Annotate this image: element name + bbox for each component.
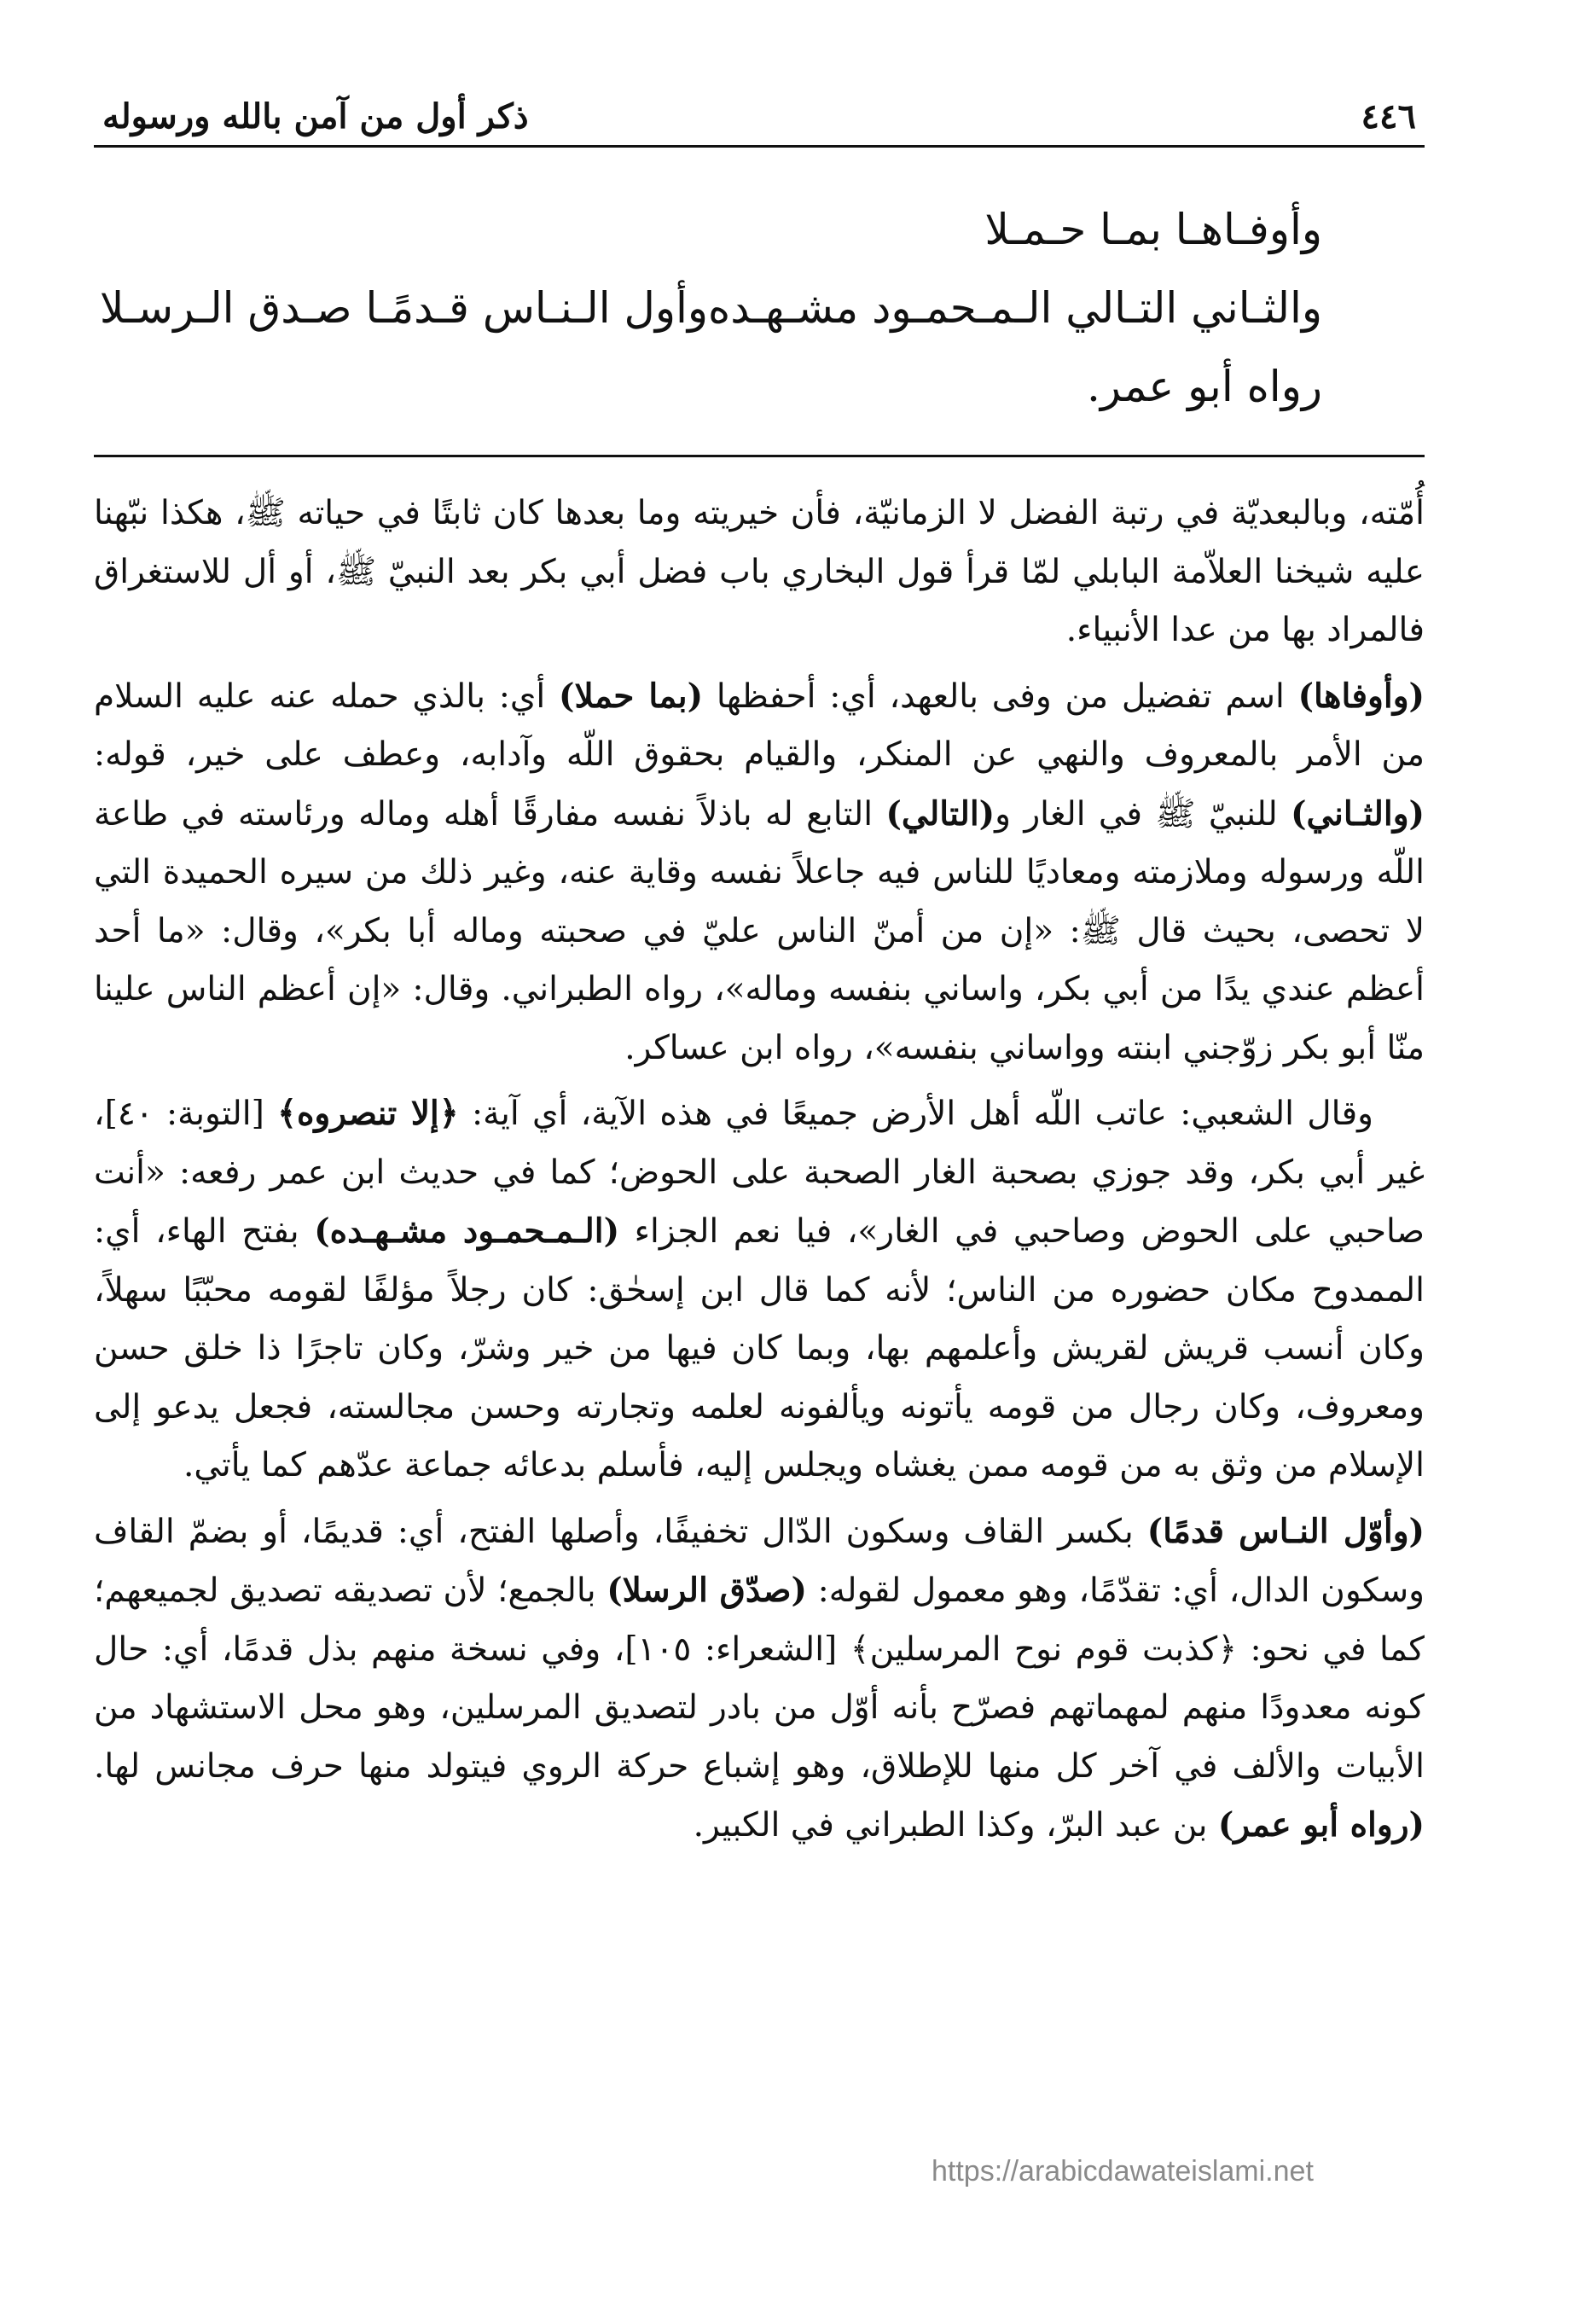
p2-keyword-2: (بما حملا) (559, 676, 704, 716)
source-watermark: https://arabicdawateislami.net (932, 2155, 1314, 2187)
page-header (94, 77, 1425, 148)
p4-keyword-3: (رواه أبو عمر) (1217, 1805, 1425, 1845)
p3-text-1: وقال الشعبي: عاتب اللّه أهل الأرض جميعًا في هذه الآية، أي آية: (458, 1095, 1373, 1133)
commentary-paragraph-1 (94, 485, 1425, 660)
p2-text-2: أي: بالذي حمله عنه عليه السلام من الأمر بالمعروف والنهي عن المنكر، والقيام بحقوق اللّه وآدابه، وعطف على خير، قوله: (94, 677, 1425, 774)
page-number: ٤٤٦ (1361, 96, 1416, 137)
p4-text-2: بالجمع؛ لأن تصديقه تصديق لجميعهم؛ كما في نحو: ﴿كذبت قوم نوح المرسلين﴾ [الشعراء: ١٠٥]، وفي نسخة منهم بذل قدمًا، أي: حال كونه معدودًا منهم لمهماتهم فصرّح بأنه أوّل من بادر لتصديق المرسلين، وهو محل الاستشهاد من الأبيات والألف في آخر كل منها للإطلاق، وهو إشباع حركة الروي فيتولد منها حرف مجانس لها. (94, 1572, 1425, 1786)
p2-keyword-1: (وأوفاها) (1297, 676, 1425, 716)
p2-keyword-4: (التالي) (885, 793, 995, 834)
p4-keyword-1: (وأوّل النـاس قدمًا) (1146, 1511, 1425, 1551)
chapter-title: ذكر أول من آمن بالله ورسوله (102, 96, 529, 137)
p1-text: أُمّته، وبالبعديّة في رتبة الفضل لا الزمانيّة، فأن خيريته وما بعدها كان ثابتًا في حياته ﷺ، هكذا نبّهنا عليه شيخنا العلاّمة البابلي لمّا قرأ قول البخاري باب فضل أبي بكر بعد النبيّ ﷺ، أو أل للاستغراق فالمراد بها من عدا الأنبياء. (94, 494, 1425, 649)
p4-text-3: بن عبد البرّ، وكذا الطبراني في الكبير. (693, 1806, 1218, 1845)
p2-text-3: للنبيّ ﷺ في الغار و (995, 794, 1291, 834)
commentary-paragraph-4 (94, 1502, 1425, 1856)
p3-keyword-1: ﴿إلا تنصروه﴾ (277, 1094, 459, 1133)
commentary-text (94, 485, 1425, 1856)
p3-text-2: [التوبة: ٤٠]، غير أبي بكر، وقد جوزي بصحبة الغار الصحبة على الحوض؛ كما في حديث ابن عمر رفعه: «أنت صاحبي على الحوض وصاحبي في الغار»، فيا نعم الجزاء (94, 1095, 1425, 1251)
p4-keyword-2: (صدّق الرسلا) (607, 1571, 807, 1610)
p4-text-1: بكسر القاف وسكون الدّال تخفيفًا، وأصلها الفتح، أي: قديمًا، أو بضمّ القاف وسكون الدال، أي: تقدّمًا، وهو معمول لقوله: (94, 1512, 1425, 1610)
verse-line-1 (145, 190, 1322, 269)
commentary-paragraph-2 (94, 667, 1425, 1078)
p3-keyword-2: (الـمـحمـود مشـهـده) (314, 1211, 620, 1251)
verse-line-2-first-hemistich: والثـاني التـالي الـمـحمـود مشـهـده (708, 283, 1322, 333)
verse-attribution: رواه أبو عمر. (1086, 362, 1322, 411)
p3-text-3: بفتح الهاء، أي: الممدوح مكان حضوره من الناس؛ لأنه كما قال ابن إسحٰق: كان رجلاً مؤلفًا لقومه محبّبًا سهلاً، وكان أنسب قريش لقريش وأعلمهم بها، وبما كان فيها من خير وشرّ، وكان تاجرًا ذا خلق حسن ومعروف، وكان رجال من قومه يأتونه ويألفونه لعلمه وتجارته وحسن مجالسته، فجعل يدعو إلى الإسلام من وثق به من قومه ممن يغشاه ويجلس إليه، فأسلم بدعائه جماعة عدّهم كما يأتي. (94, 1212, 1425, 1484)
poem-verses (94, 190, 1425, 347)
book-page (94, 77, 1425, 2261)
verse-line-2 (99, 269, 1322, 347)
verse-line-1-text: وأوفـاهـا بمـا حـمـلا (984, 205, 1322, 254)
commentary-paragraph-3 (94, 1084, 1425, 1496)
section-divider (94, 455, 1425, 457)
p2-text-1: اسم تفضيل من وفى بالعهد، أي: أحفظها (703, 677, 1298, 716)
p2-text-4: التابع له باذلاً نفسه مفارقًا أهله وماله ورئاسته في طاعة اللّه ورسوله وملازمته ومعاديًا للناس فيه جاعلاً نفسه وقاية عنه، وغير ذلك من سيره الحميدة التي لا تحصى، بحيث قال ﷺ: «إن من أمنّ الناس عليّ في صحبته وماله أبا بكر»، وقال: «ما أحد أعظم عندي يدًا من أبي بكر، واساني بنفسه وماله»، رواه الطبراني. وقال: «إن أعظم الناس علينا منّا أبو بكر زوّجني ابنته وواساني بنفسه»، رواه ابن عساكر. (94, 794, 1425, 1067)
p2-keyword-3: (والثـاني) (1291, 793, 1425, 834)
verse-line-2-second-hemistich: وأول الـنـاس قـدمًـا صـدق الـرسـلا (99, 283, 709, 333)
